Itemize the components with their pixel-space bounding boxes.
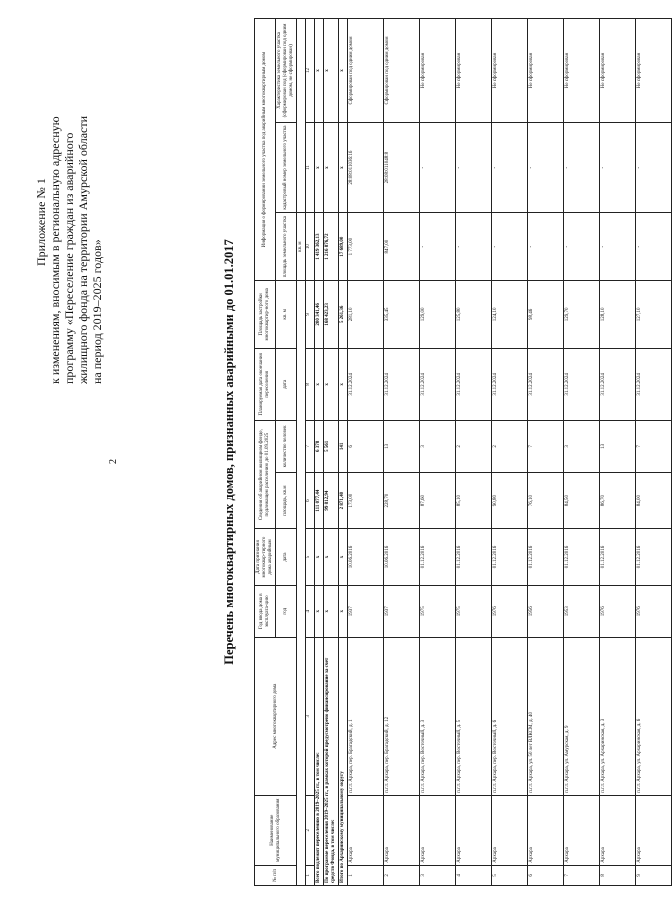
row-planned: 31.12.2024 [420,348,456,420]
row-cadastral: - [564,122,600,212]
row-cadastral: - [528,122,564,212]
row-land-status: Сформирован под одним домом [384,19,420,123]
row-num: 2 [384,865,420,885]
summary-cadastral: x [315,122,324,212]
row-land-area: - [528,213,564,281]
row-date: 01.12.2016 [528,529,564,585]
col-number: 5 [306,529,315,585]
row-people: 13 [384,420,420,472]
row-area: 90,80 [492,472,528,528]
row-area: 84,00 [636,472,672,528]
row-year: 1976 [636,585,672,637]
header-date-recognized: Дата признания многоквар-тирного дома аварийным [255,529,276,585]
row-build-area: 335,45 [384,280,420,348]
subheader-land-area: площадь земельного участка [276,213,297,281]
row-land-status: Не сформирован [420,19,456,123]
row-address: п.г.т. Архара, ул. Архаринская, д. 3 [600,637,636,795]
row-municipality: Архара [492,795,528,865]
summary-row [315,19,324,886]
row-year: 1975 [456,585,492,637]
subheader-year: год [276,585,297,637]
row-num: 4 [456,865,492,885]
col-number: 11 [306,122,315,212]
row-year: 1953 [564,585,600,637]
row-area: 86,70 [600,472,636,528]
row-build-area: 128,10 [600,280,636,348]
row-year: 1956 [528,585,564,637]
summary-area: 2 871,40 [339,472,348,528]
row-land-status: Не сформирован [564,19,600,123]
row-municipality: Архара [528,795,564,865]
subheader-sqm-2: кв. м [297,213,306,281]
row-municipality: Архара [348,795,384,865]
summary-status: x [324,19,339,123]
row-year: 1937 [348,585,384,637]
row-area: 228,70 [384,472,420,528]
row-planned: 31.12.2024 [600,348,636,420]
col-number: 7 [306,420,315,472]
col-number: 6 [306,472,315,528]
summary-cadastral: x [339,122,348,212]
table-row [420,19,456,886]
col-number: 8 [306,348,315,420]
col-number: 4 [306,585,315,637]
col-number: 12 [306,19,315,123]
row-date: 01.12.2016 [492,529,528,585]
subheader-date: дата [276,529,297,585]
row-year: 1975 [420,585,456,637]
row-build-area: 127,10 [636,280,672,348]
appendix-line-1: Приложение № 1 [34,178,48,266]
summary-planned: x [339,348,348,420]
header-year-built: Год ввода дома в эксплуата-цию [255,585,276,637]
summary-land-area: 1 216 876,72 [324,213,339,281]
table-row [456,19,492,886]
summary-area: 111 077,44 [315,472,324,528]
row-planned: 31.12.2024 [528,348,564,420]
row-date: 01.12.2016 [456,529,492,585]
header-planned-date: Планируемая дата окончания переселения [255,348,276,420]
row-cadastral: 28:08:011036:16 [348,122,384,212]
document-title: Перечень многоквартирных домов, признанных аварийными до 01.01.2017 [222,239,236,665]
summary-planned: x [315,348,324,420]
summary-date: x [324,529,339,585]
row-num: 1 [348,865,384,885]
row-land-status: Не сформирован [456,19,492,123]
row-planned: 31.12.2024 [456,348,492,420]
row-land-area: 1 773,00 [348,213,384,281]
row-area: 85,10 [456,472,492,528]
header-num: № п/п [255,865,297,885]
row-municipality: Архара [600,795,636,865]
summary-date: x [315,529,324,585]
row-people: 6 [348,420,384,472]
header-address: Адрес многоквартирного дома [255,637,297,795]
header-building-area: Площадь застройки многоквартир-ного дома [255,280,276,348]
summary-label: Всего подлежит переселению в 2019–2025 гг., в том числе: [315,637,324,885]
row-municipality: Архара [384,795,420,865]
row-date: 10.06.2016 [348,529,384,585]
row-land-area: - [636,213,672,281]
summary-year: x [315,585,324,637]
row-land-status: Не сформирован [492,19,528,123]
col-number: 1 [306,865,315,885]
column-number-row [306,19,315,886]
subheader-area: площадь, кв.м [276,472,297,528]
summary-row [324,19,339,886]
row-people: 13 [600,420,636,472]
row-build-area: 124,10 [492,280,528,348]
table-row [564,19,600,886]
row-cadastral: - [492,122,528,212]
summary-status: x [315,19,324,123]
row-date: 10.06.2016 [384,529,420,585]
table-row [348,19,384,886]
houses-table [254,18,672,886]
row-cadastral: - [456,122,492,212]
row-cadastral: - [600,122,636,212]
row-address: п.г.т. Архара, ул. 50 лет ВЛКСМ, д. 40 [528,637,564,795]
row-land-area: - [600,213,636,281]
row-people: 3 [564,420,600,472]
row-build-area: 125,80 [456,280,492,348]
row-land-area: - [492,213,528,281]
summary-people: 6 378 [315,420,324,472]
col-number: 9 [306,280,315,348]
table-row [492,19,528,886]
subheader-sqm: кв. м [276,280,297,348]
summary-planned: x [324,348,339,420]
appendix-line-5: на период 2019–2025 годов» [90,239,104,384]
row-planned: 31.12.2024 [492,348,528,420]
row-people: 7 [528,420,564,472]
summary-year: x [324,585,339,637]
header-housing-info: Сведения об аварийном жилищном фонде, подлежащем расселению до 01.09.2025 [255,420,276,528]
row-municipality: Архара [636,795,672,865]
row-area: 173,00 [348,472,384,528]
row-people: 3 [420,420,456,472]
appendix-line-3: программу «Переселение граждан из аварийного [62,132,76,384]
col-number: 10 [306,213,315,281]
subheader-people: количество человек [276,420,297,472]
summary-build-area: 168 423,23 [324,280,339,348]
row-land-area: - [456,213,492,281]
row-area: 84,50 [564,472,600,528]
summary-row [339,19,348,886]
row-municipality: Архара [564,795,600,865]
row-land-status: Не сформирован [600,19,636,123]
row-people: 7 [636,420,672,472]
row-planned: 31.12.2024 [384,348,420,420]
row-num: 7 [564,865,600,885]
table-row [600,19,636,886]
col-number: 3 [306,637,315,795]
row-date: 01.12.2016 [600,529,636,585]
row-num: 9 [636,865,672,885]
summary-land-area: 17 689,00 [339,213,348,281]
row-planned: 31.12.2024 [348,348,384,420]
row-num: 3 [420,865,456,885]
row-land-status: Сформирован под одним домом [348,19,384,123]
row-build-area: 129,70 [564,280,600,348]
subheader-cadastral: кадастровый номер земельного участка [276,122,297,212]
row-cadastral: - [420,122,456,212]
row-land-area: - [420,213,456,281]
summary-cadastral: x [324,122,339,212]
summary-status: x [339,19,348,123]
row-date: 01.12.2016 [420,529,456,585]
summary-build-area: 200 341,46 [315,280,324,348]
row-address: п.г.т. Архара, пер. Восточный, д. 3 [420,637,456,795]
summary-people: 5 561 [324,420,339,472]
appendix-line-4: жилищного фонда на территории Амурской области [76,115,90,384]
row-year: 1937 [384,585,420,637]
row-people: 2 [456,420,492,472]
page-number: 2 [108,459,119,464]
col-number: 2 [306,795,315,865]
row-municipality: Архара [456,795,492,865]
row-address: п.г.т. Архара, ул. Архаринская, д. 6 [636,637,672,795]
summary-date: x [339,529,348,585]
summary-build-area: 5 261,36 [339,280,348,348]
table-row [384,19,420,886]
row-build-area: 129,00 [420,280,456,348]
table-row [636,19,672,886]
row-cadastral: - [636,122,672,212]
summary-area: 99 812,94 [324,472,339,528]
row-planned: 31.12.2024 [564,348,600,420]
row-address: п.г.т. Архара, пер. Восточный, д. 6 [492,637,528,795]
row-area: 87,60 [420,472,456,528]
row-address: п.г.т. Архара, ул. Амурская, д. 9 [564,637,600,795]
table-row [528,19,564,886]
row-year: 1976 [600,585,636,637]
appendix-header [34,54,104,384]
row-year: 1976 [492,585,528,637]
header-municipality: Наименование муниципального образования [255,795,297,865]
row-cadastral: 28:08:011048:8 [384,122,420,212]
summary-land-area: 1 419 362,13 [315,213,324,281]
subheader-date-2: дата [276,348,297,420]
summary-label: Итого по Архаринскому муниципальному округу [339,637,348,885]
row-address: п.г.т. Архара, пер. Восточный, д. 5 [456,637,492,795]
row-date: 01.12.2016 [564,529,600,585]
summary-label: По программе переселения 2019–2025 гг., в рамках которой предусмотрено финансирование за счет средств Фонда, в том числе: [324,637,339,885]
row-date: 01.12.2016 [636,529,672,585]
row-land-area: 847,00 [384,213,420,281]
row-build-area: 281,10 [348,280,384,348]
row-planned: 31.12.2024 [636,348,672,420]
row-people: 2 [492,420,528,472]
row-municipality: Архара [420,795,456,865]
subheader-land-status: Характеристика земельного участка (сформирован под (сформирован под одним домом, не сформирован) [276,19,297,123]
row-area: 76,10 [528,472,564,528]
row-num: 8 [600,865,636,885]
row-address: п.г.т. Архара, пер. Брагадский, д. 12 [384,637,420,795]
header-land-info: Информация о формировании земельного участка под аварийным многоквартирным домом [255,19,276,281]
row-land-status: Не сформирован [528,19,564,123]
appendix-line-2: к изменениям, вносимым в региональную адресную [48,116,62,384]
row-num: 5 [492,865,528,885]
row-build-area: 98,46 [528,280,564,348]
summary-people: 141 [339,420,348,472]
row-land-area: - [564,213,600,281]
row-address: п.г.т. Архара, пер. Брагадский, д. 1 [348,637,384,795]
summary-year: x [339,585,348,637]
row-num: 6 [528,865,564,885]
row-land-status: Не сформирован [636,19,672,123]
